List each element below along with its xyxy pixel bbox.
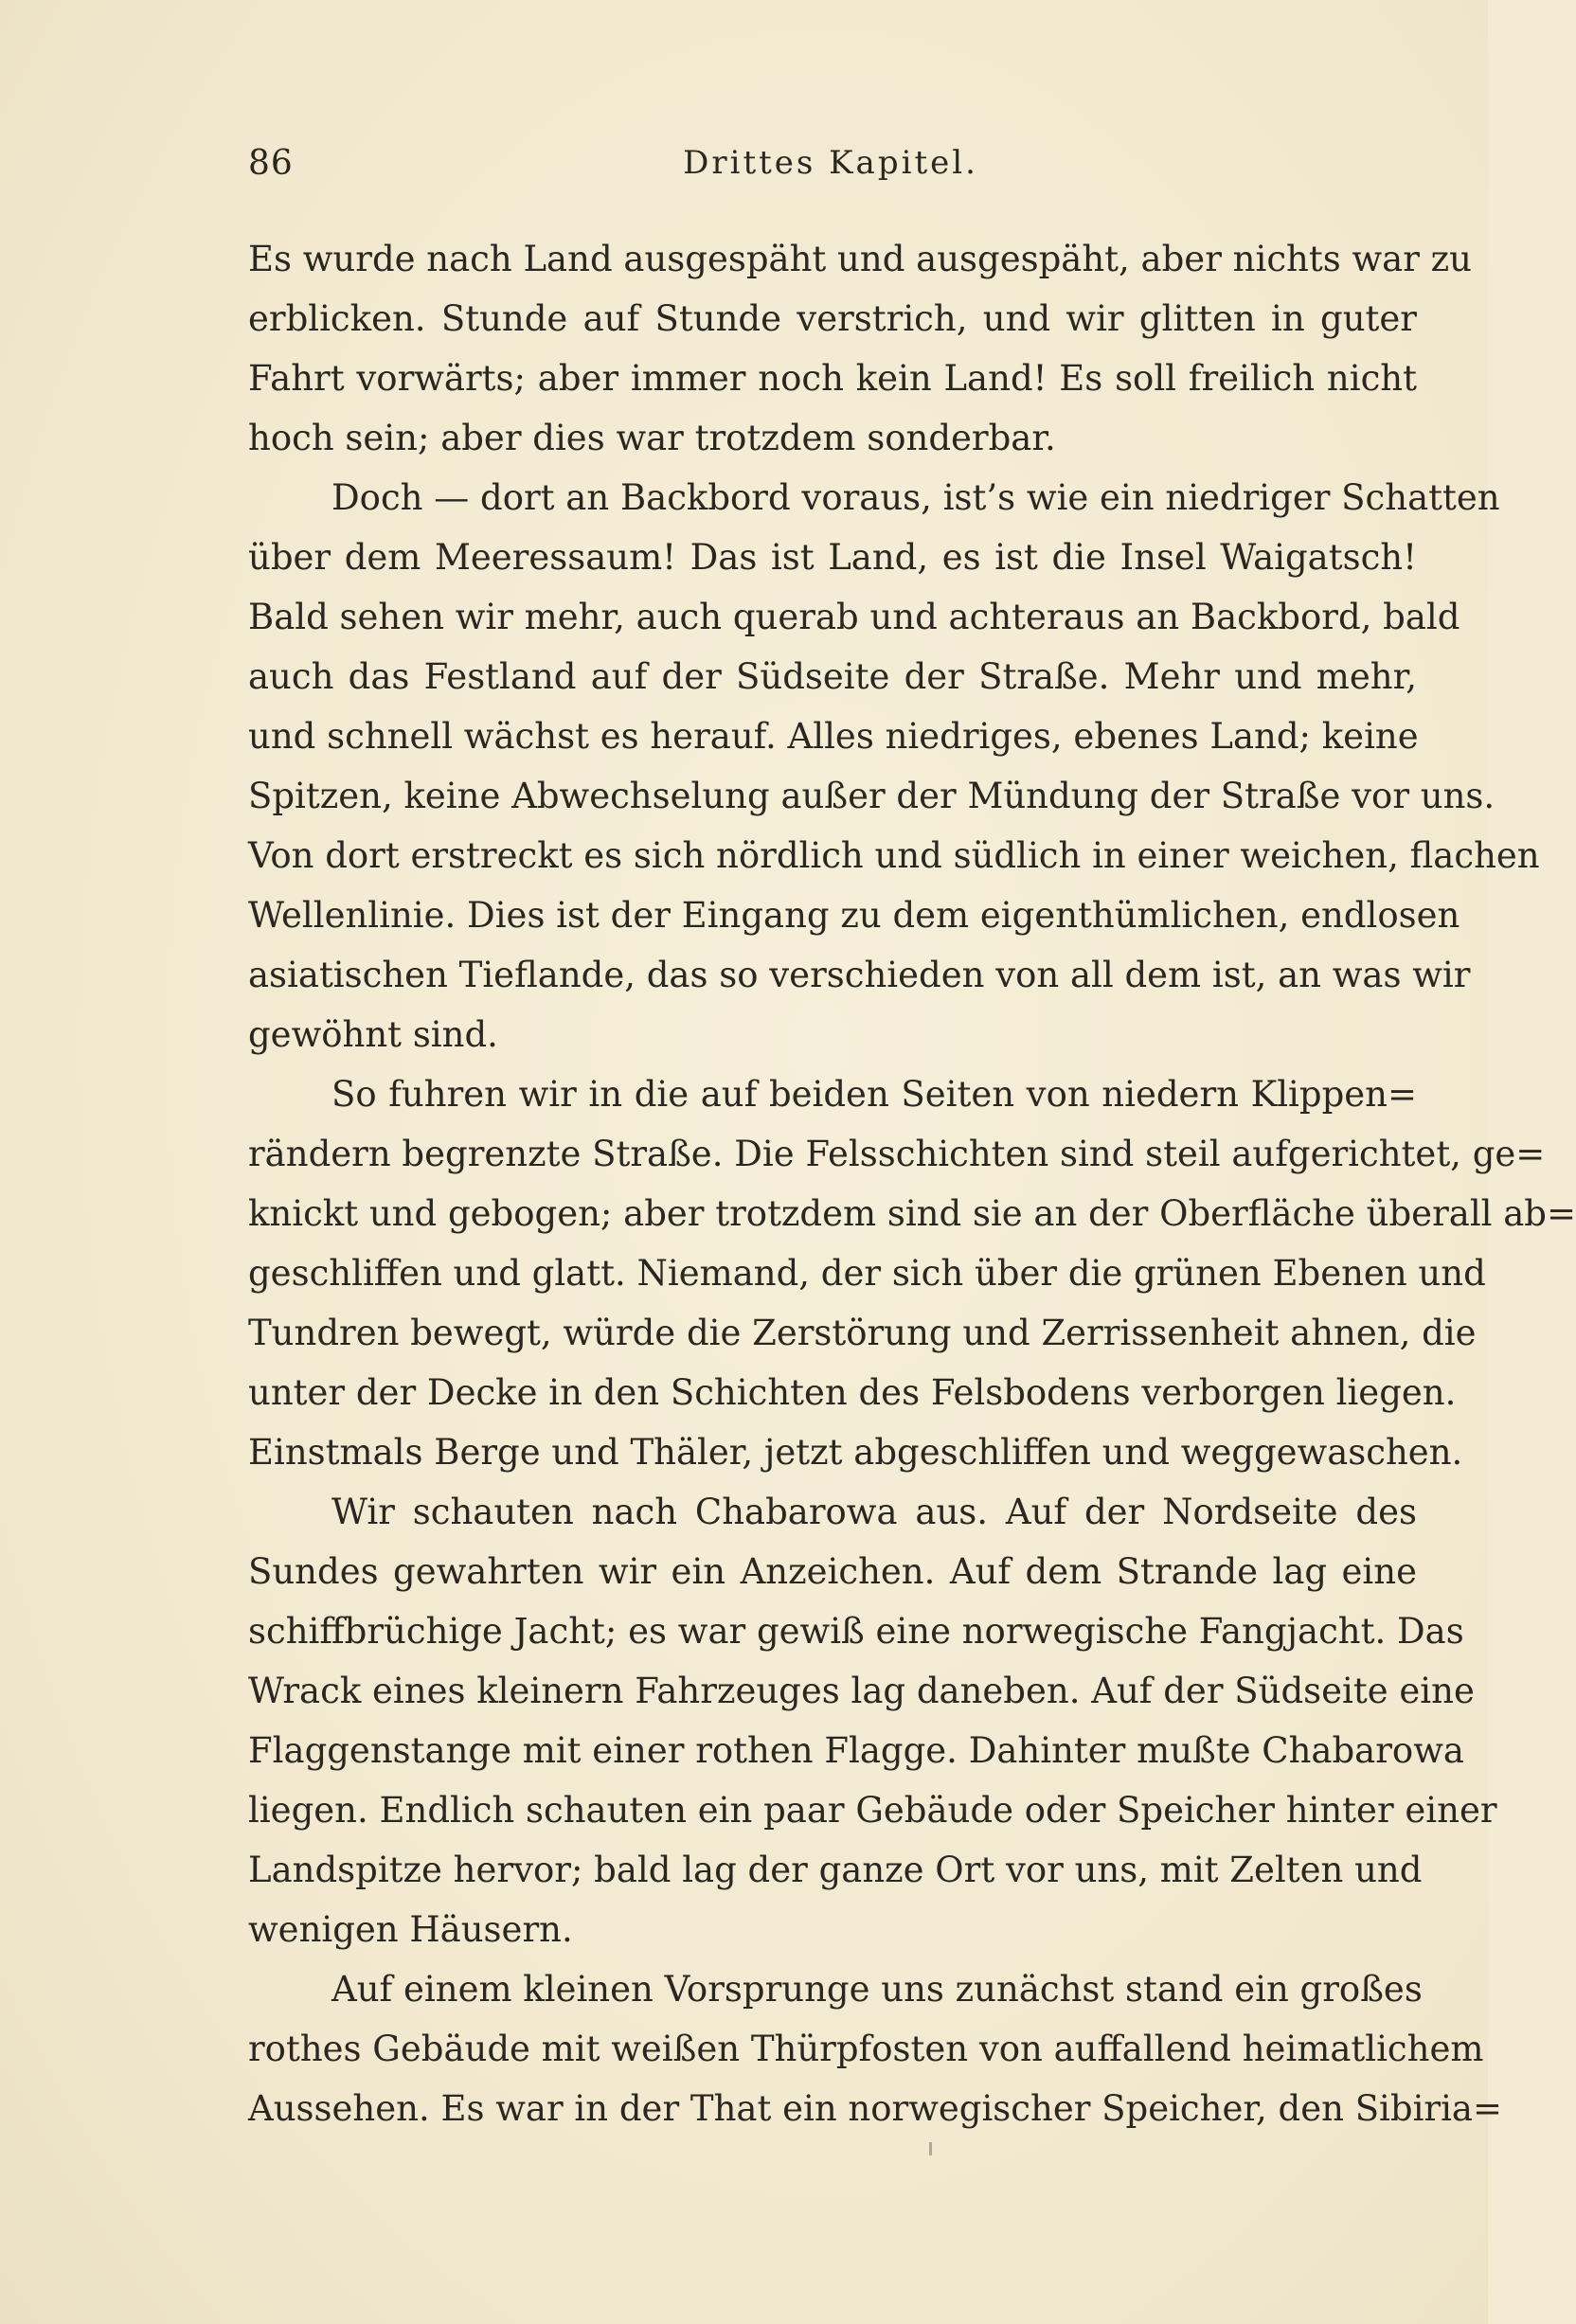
text-line: gewöhnt sind. <box>248 1014 498 1055</box>
text-line: Wir schauten nach Chabarowa aus. Auf der Nordseite des <box>331 1492 1417 1532</box>
body-text <box>248 229 1576 2138</box>
text-line: unter der Decke in den Schichten des Felsbodens verborgen liegen. <box>248 1372 1457 1413</box>
text-line: Doch — dort an Backbord voraus, ist’s wie ein niedriger Schatten <box>331 477 1500 518</box>
text-line: über dem Meeressaum! Das ist Land, es ist die Insel Waigatsch! <box>248 537 1417 578</box>
text-line: Wrack eines kleinern Fahrzeuges lag daneben. Auf der Südseite eine <box>248 1671 1475 1711</box>
text-line: erblicken. Stunde auf Stunde verstrich, und wir glitten in guter <box>248 298 1417 339</box>
running-head <box>248 144 1413 191</box>
text-line: liegen. Endlich schauten ein paar Gebäude oder Speicher hinter einer <box>248 1790 1497 1831</box>
text-line: rändern begrenzte Straße. Die Felsschichten sind steil aufgerichtet, ge= <box>248 1134 1546 1174</box>
text-line: rothes Gebäude mit weißen Thürpfosten von auffallend heimatlichem <box>248 2029 1484 2069</box>
text-line: Von dort erstreckt es sich nördlich und südlich in einer weichen, flachen <box>248 835 1540 876</box>
text-line: So fuhren wir in die auf beiden Seiten von niedern Klippen= <box>331 1074 1417 1115</box>
chapter-title: Drittes Kapitel. <box>683 144 978 182</box>
text-line: Es wurde nach Land ausgespäht und ausgespäht, aber nichts war zu <box>248 239 1472 279</box>
text-line: Fahrt vorwärts; aber immer noch kein Land! Es soll freilich nicht <box>248 358 1417 399</box>
paper-speck <box>929 2142 932 2155</box>
text-line: Aussehen. Es war in der That ein norwegischer Speicher, den Sibiria= <box>248 2088 1502 2129</box>
text-line: Flaggenstange mit einer rothen Flagge. Dahinter mußte Chabarowa <box>248 1730 1464 1771</box>
text-line: auch das Festland auf der Südseite der Straße. Mehr und mehr, <box>248 656 1417 697</box>
page-number: 86 <box>248 144 294 183</box>
text-line: schiffbrüchige Jacht; es war gewiß eine norwegische Fangjacht. Das <box>248 1611 1464 1652</box>
text-line: Bald sehen wir mehr, auch querab und achteraus an Backbord, bald <box>248 597 1460 637</box>
text-line: wenigen Häusern. <box>248 1909 573 1950</box>
text-line: Einstmals Berge und Thäler, jetzt abgeschliffen und weggewaschen. <box>248 1432 1463 1473</box>
text-line: und schnell wächst es herauf. Alles niedriges, ebenes Land; keine <box>248 716 1419 757</box>
text-line: Sundes gewahrten wir ein Anzeichen. Auf dem Strande lag eine <box>248 1551 1417 1592</box>
text-line: Spitzen, keine Abwechselung außer der Mündung der Straße vor uns. <box>248 776 1495 816</box>
text-line: Tundren bewegt, würde die Zerstörung und Zerrissenheit ahnen, die <box>248 1313 1477 1353</box>
text-line: Landspitze hervor; bald lag der ganze Ort vor uns, mit Zelten und <box>248 1850 1423 1890</box>
text-line: Auf einem kleinen Vorsprunge uns zunächst stand ein großes <box>331 1969 1423 2010</box>
text-line: geschliffen und glatt. Niemand, der sich über die grünen Ebenen und <box>248 1253 1486 1294</box>
text-line: knickt und gebogen; aber trotzdem sind sie an der Oberfläche überall ab= <box>248 1193 1576 1234</box>
text-line: hoch sein; aber dies war trotzdem sonderbar. <box>248 418 1056 458</box>
text-line: asiatischen Tieflande, das so verschieden von all dem ist, an was wir <box>248 955 1471 995</box>
text-line: Wellenlinie. Dies ist der Eingang zu dem eigenthümlichen, endlosen <box>248 895 1460 936</box>
